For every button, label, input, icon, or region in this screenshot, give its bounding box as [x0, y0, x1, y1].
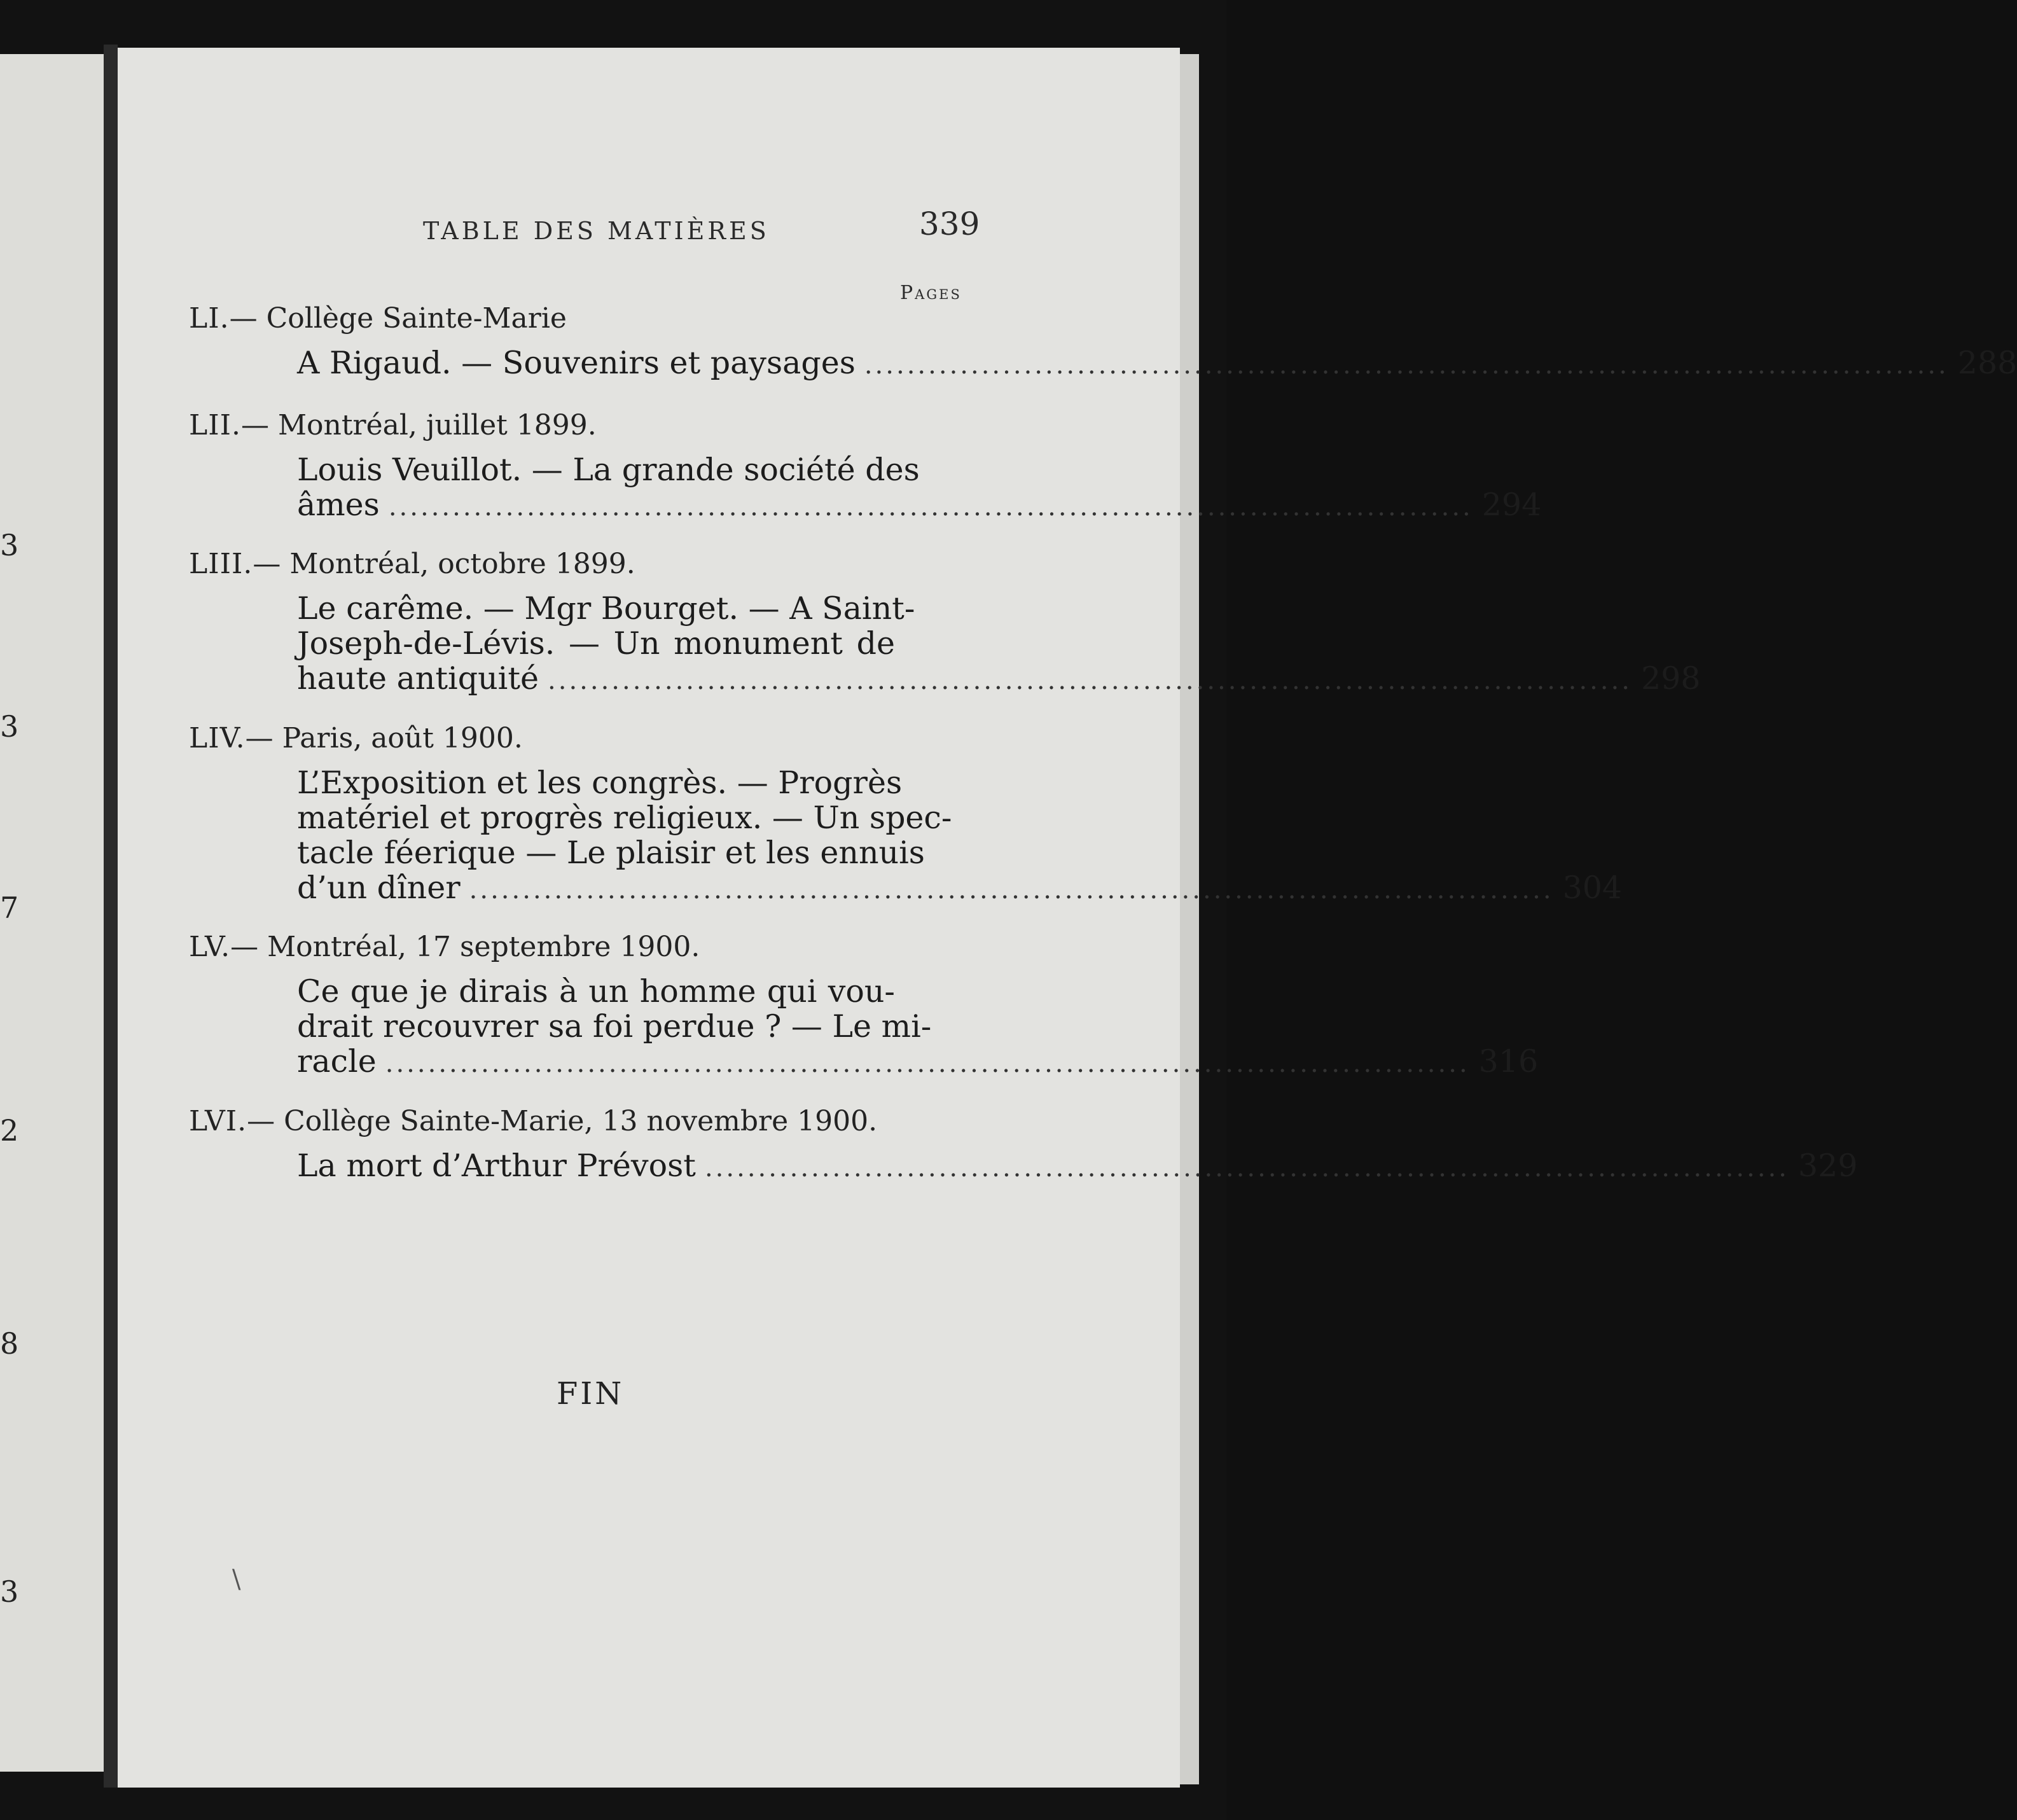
entry-description [297, 345, 2017, 383]
previous-page-fragment: 3 [0, 709, 19, 744]
entry-page-number: 329 [1798, 1148, 1858, 1184]
toc-entry [189, 1104, 1858, 1186]
toc-entry [189, 721, 1623, 908]
entry-last-line [297, 870, 1623, 908]
running-title: TABLE DES MATIÈRES [423, 217, 770, 245]
entry-dash: — [245, 722, 282, 754]
entry-text: A Rigaud. — Souvenirs et paysages [297, 345, 856, 381]
dot-leader: ...................................................................................................... [385, 1049, 1470, 1078]
entry-description [297, 590, 1701, 698]
entry-last-line [297, 1148, 1858, 1186]
previous-page-fragment: 3 [0, 528, 19, 562]
previous-page-fragment: 2 [0, 1113, 19, 1148]
entry-dash: — [247, 1105, 284, 1137]
previous-page-edge [0, 54, 104, 1772]
entry-heading [189, 1104, 1099, 1139]
dot-leader: ...................................................................................................... [469, 875, 1554, 905]
entry-numeral: LV. [189, 931, 231, 963]
entry-numeral: LIV. [189, 722, 246, 754]
entry-text: d’un dîner [297, 870, 461, 906]
entry-last-line [297, 487, 1542, 525]
toc-entry [189, 929, 1539, 1081]
dot-leader: ...................................................................................................... [864, 351, 1949, 380]
previous-page-fragment: 7 [0, 891, 19, 925]
entry-last-line [297, 345, 2017, 383]
entry-page-number: 316 [1478, 1043, 1539, 1080]
entry-last-line [297, 1043, 1539, 1081]
entry-text-line: L’Exposition et les congrès. — Progrès [297, 765, 903, 801]
entry-place-date: Montréal, octobre 1899. [289, 548, 635, 580]
entry-place-date: Montréal, 17 septembre 1900. [267, 931, 700, 963]
entry-heading [189, 301, 1099, 337]
entry-dash: — [240, 409, 278, 441]
entry-heading [189, 929, 1099, 965]
entry-numeral: LIII. [189, 548, 253, 580]
entry-dash: — [229, 302, 267, 335]
entry-place-date: Paris, août 1900. [282, 722, 523, 754]
entry-heading [189, 721, 1099, 756]
entry-dash: — [253, 548, 290, 580]
book-page [118, 48, 2017, 1788]
entry-text: âmes [297, 487, 380, 523]
page-number: 339 [919, 205, 980, 242]
dot-leader: ...................................................................................................... [704, 1153, 1789, 1183]
entry-heading [189, 546, 1099, 582]
end-mark: FIN [557, 1376, 625, 1412]
entry-text-line: Louis Veuillot. — La grande société des [297, 452, 920, 488]
entry-last-line [297, 660, 1701, 698]
entry-text: haute antiquité [297, 660, 539, 697]
book-gutter [104, 45, 118, 1788]
entry-text: racle [297, 1043, 377, 1080]
entry-text-line: Ce que je dirais à un homme qui vou- [297, 973, 895, 1010]
toc-entry [189, 301, 2017, 383]
entry-place-date: Montréal, juillet 1899. [277, 409, 597, 441]
entry-numeral: LII. [189, 409, 241, 441]
entry-page-number: 304 [1562, 870, 1623, 906]
scan-artifact-mark: \ [232, 1565, 241, 1594]
page-edge-shadow [1180, 54, 1199, 1784]
entry-text: La mort d’Arthur Prévost [297, 1148, 696, 1184]
toc-entry [189, 408, 1542, 525]
entry-text-line: Joseph-de-Lévis. — Un monument de [297, 625, 895, 662]
entry-place-date: Collège Sainte-Marie, 13 novembre 1900. [284, 1105, 878, 1137]
entry-description [297, 452, 1542, 525]
entry-text-line: tacle féerique — Le plaisir et les ennuis [297, 835, 925, 871]
previous-page-fragment: 3 [0, 1574, 19, 1609]
entry-description [297, 973, 1539, 1081]
previous-page-fragment: 8 [0, 1326, 19, 1361]
entry-page-number: 298 [1640, 660, 1701, 697]
entry-page-number: 294 [1481, 487, 1542, 523]
pages-column-label: Pages [900, 282, 962, 304]
entry-dash: — [230, 931, 268, 963]
toc-entry [189, 546, 1701, 698]
dot-leader: ...................................................................................................... [548, 666, 1632, 695]
entry-text-line: Le carême. — Mgr Bourget. — A Saint- [297, 590, 915, 627]
page-header [118, 205, 1180, 256]
entry-numeral: LI. [189, 302, 230, 335]
entry-text-line: matériel et progrès religieux. — Un spec- [297, 800, 952, 836]
entry-page-number: 288 [1957, 345, 2017, 381]
dot-leader: ...................................................................................................... [388, 492, 1473, 522]
entry-numeral: LVI. [189, 1105, 247, 1137]
entry-description [297, 765, 1623, 908]
entry-text-line: drait recouvrer sa foi perdue ? — Le mi- [297, 1008, 932, 1045]
entry-place-date: Collège Sainte-Marie [266, 302, 567, 335]
entry-description [297, 1148, 1858, 1186]
entry-heading [189, 408, 1099, 443]
